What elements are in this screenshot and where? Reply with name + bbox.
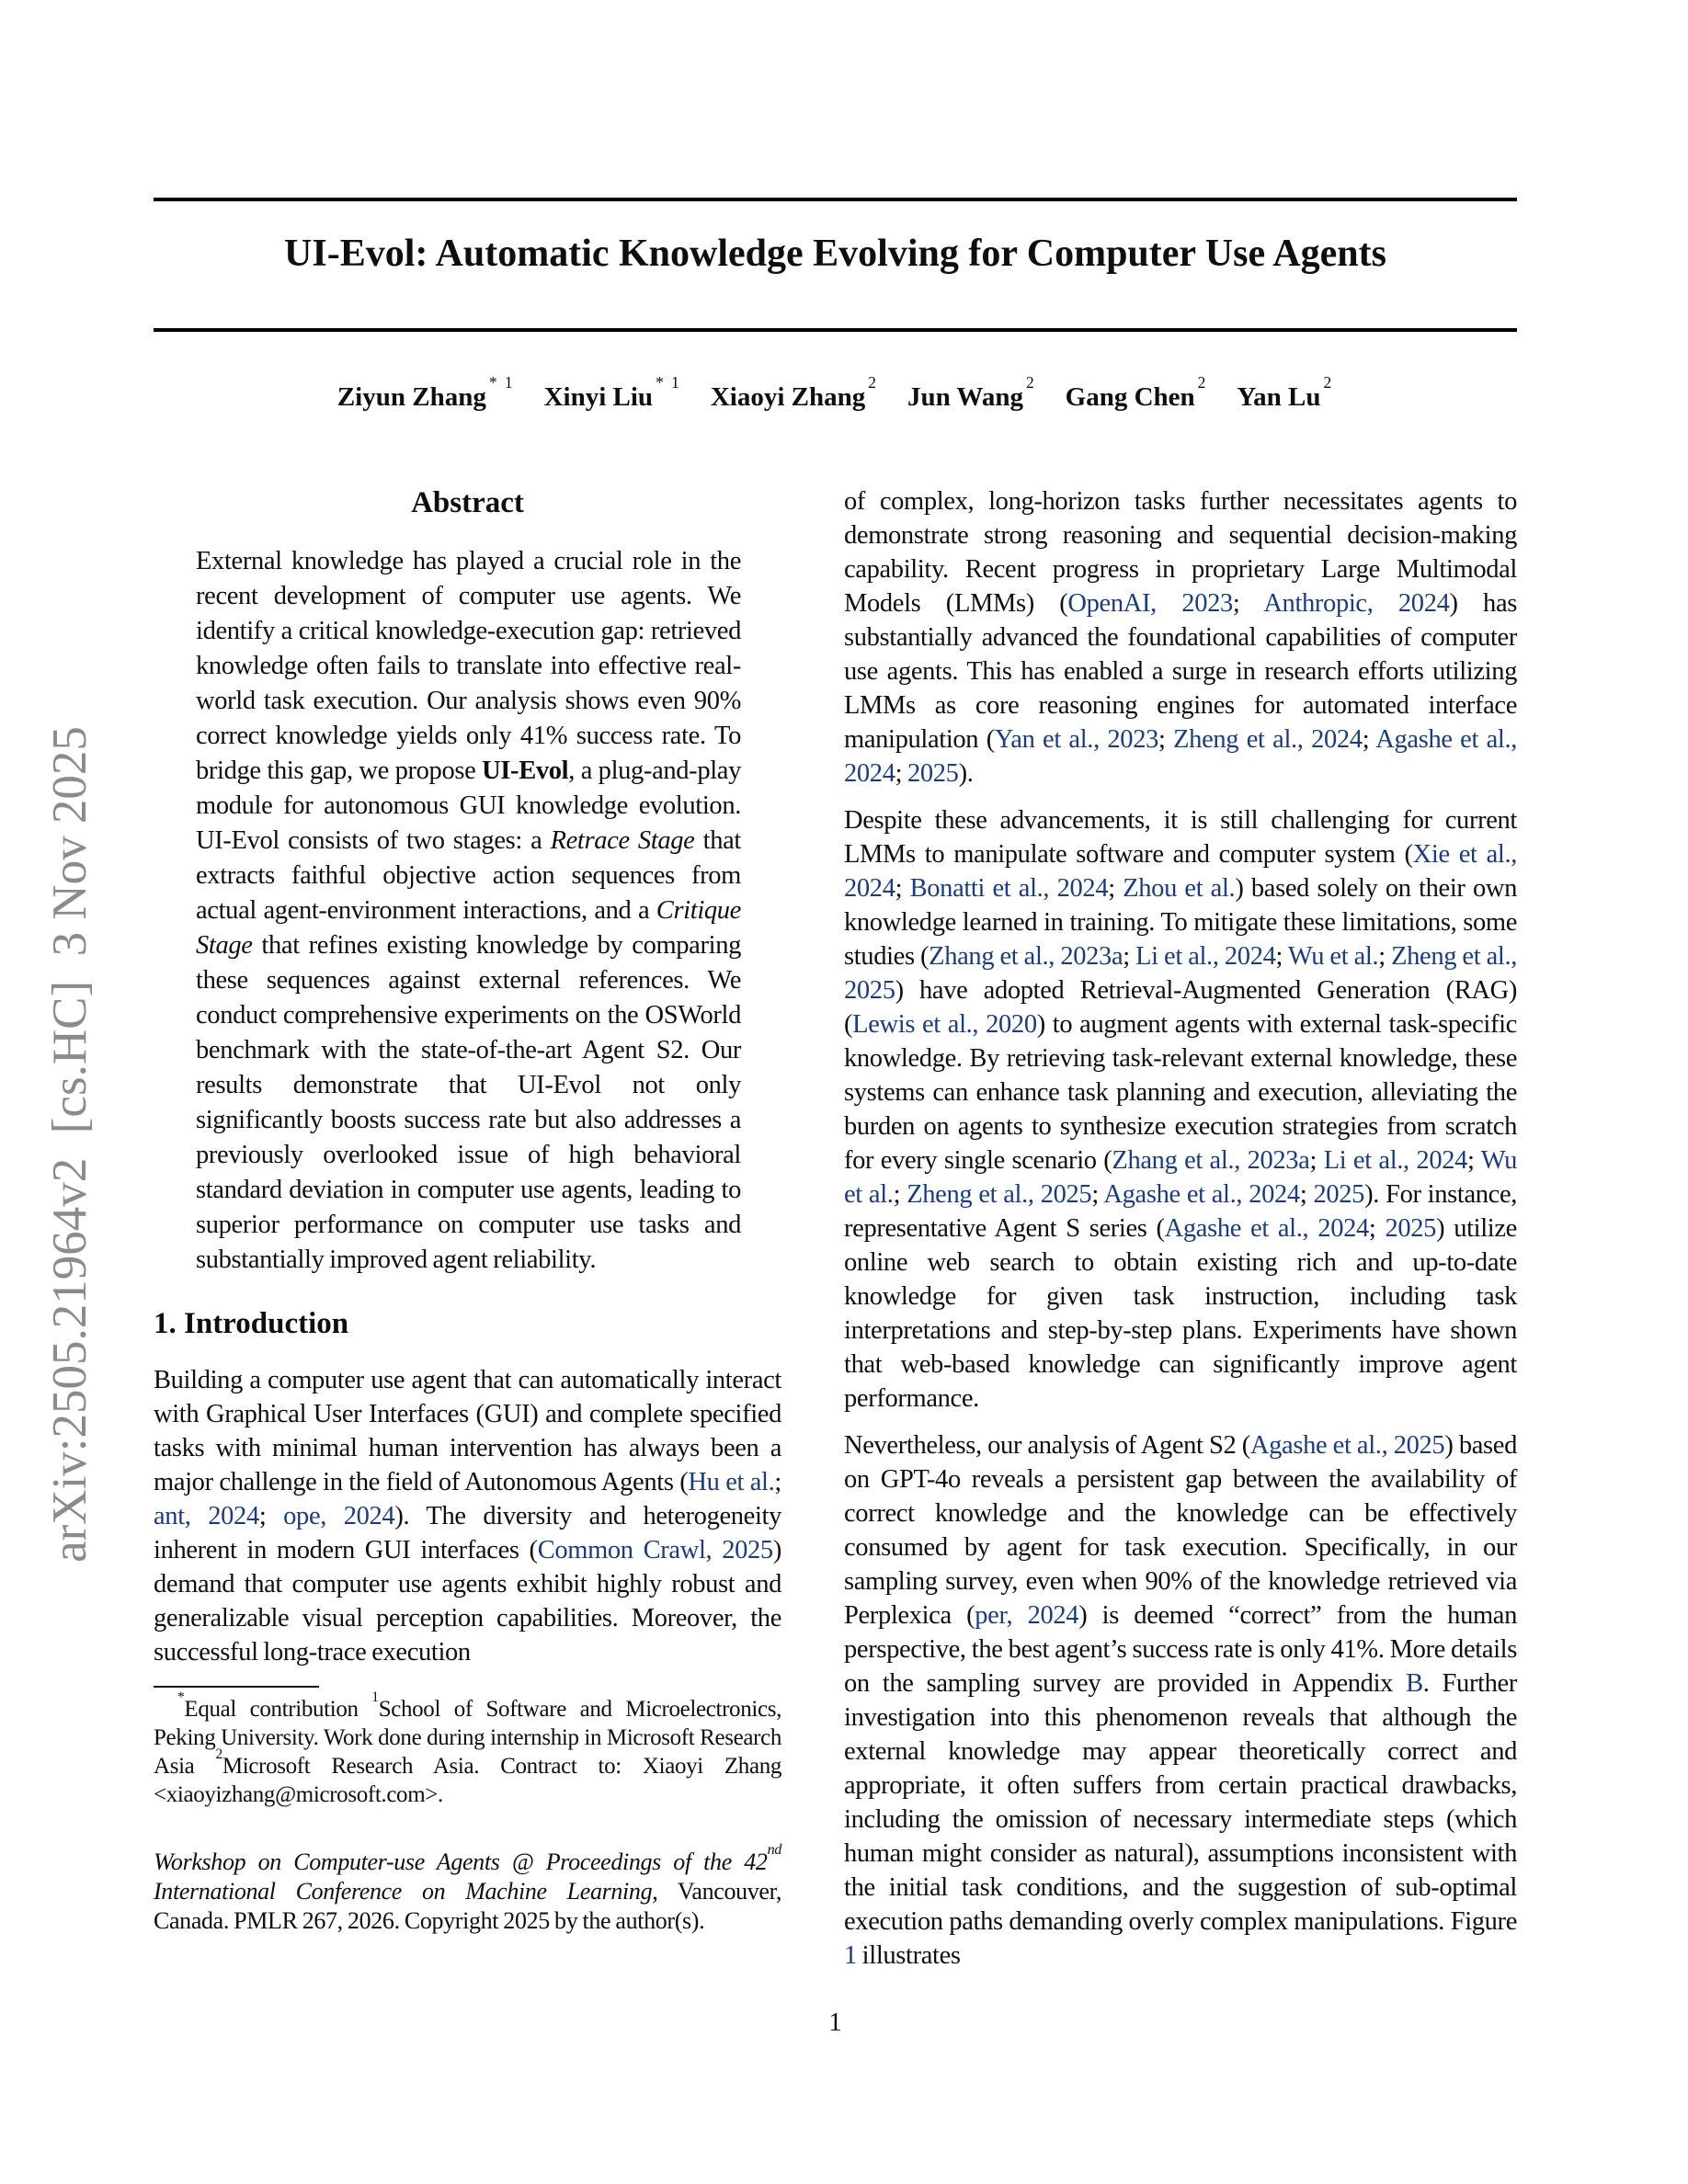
text-run: ) to augment agents with external task-specific knowledge. By retrieving task-relevant external knowledge, these systems can enhance task planning and execution, alleviating the burden on agents to synthesize execution strategies from scratch for every single scenario ( xyxy=(844,1010,1517,1175)
page-number: 1 xyxy=(828,2008,842,2037)
text-run: ). The diversity and heterogeneity inherent in modern GUI interfaces ( xyxy=(154,1502,782,1564)
author-name: Jun Wang xyxy=(907,382,1023,412)
text-run: ; xyxy=(774,1468,781,1496)
text-run: , Vancouver, Canada. PMLR 267, 2026. Copyright 2025 by the author(s). xyxy=(154,1878,782,1934)
text-run: Nevertheless, our analysis of Agent S2 ( xyxy=(844,1431,1250,1460)
citation-link[interactable]: Wu et al. xyxy=(1287,942,1379,971)
author xyxy=(710,372,878,412)
text-run: ). For instance, representative Agent S series ( xyxy=(844,1180,1518,1243)
text-run: Building a computer use agent that can automatically interact with Graphical User Interfaces (GUI) and complete specified tasks with minimal human intervention has always been a major challenge in the field of Autonomous Agents ( xyxy=(154,1366,781,1496)
citation-link[interactable]: Agashe et al., 2025 xyxy=(1249,1431,1445,1460)
author xyxy=(1065,372,1208,412)
author xyxy=(907,372,1036,412)
author-name: Yan Lu xyxy=(1237,382,1321,412)
author-affiliation-mark: 2 xyxy=(1323,372,1334,392)
citation-link[interactable]: Xie et al., 2024 xyxy=(844,840,1517,903)
text-run: ) is deemed “correct” from the human perspective, the best agent’s success rate is only 41%. More details on the sampling survey are provided in Appendix xyxy=(844,1601,1518,1698)
citation-link[interactable]: Common Crawl, 2025 xyxy=(537,1536,773,1564)
citation-link[interactable]: Zheng et al., 2025 xyxy=(844,942,1518,1005)
author xyxy=(336,372,515,412)
body-paragraph-3 xyxy=(844,1428,1517,1973)
citation-link[interactable]: Zheng et al., 2025 xyxy=(907,1180,1092,1209)
citation-link[interactable]: Agashe et al., 2024 xyxy=(1103,1180,1300,1209)
text-run: ; xyxy=(893,1180,907,1209)
citation-link[interactable]: Wu et al. xyxy=(844,1146,1518,1209)
text-run: Workshop on Computer-use Agents @ Proceedings of the 42 xyxy=(154,1848,768,1875)
author xyxy=(1237,372,1334,412)
text-run: ; xyxy=(1362,725,1376,754)
citation-link[interactable]: Hu et al. xyxy=(688,1468,775,1496)
text-run: ) based solely on their own knowledge learned in training. To mitigate these limitations, some studies ( xyxy=(844,874,1517,971)
text-run: ; xyxy=(1123,942,1136,971)
text-run: International Conference on Machine Learning xyxy=(154,1878,653,1905)
text-run: Equal contribution xyxy=(184,1697,372,1722)
text-run: illustrates xyxy=(856,1941,961,1970)
author xyxy=(543,372,681,412)
text-run: of complex, long-horizon tasks further necessitates agents to demonstrate strong reasoning and sequential decision-making capability. Recent progress in proprietary Large Multimodal Models (LMMs) ( xyxy=(844,487,1517,618)
author-affiliation-mark: 2 xyxy=(1197,372,1208,392)
text-run: that refines existing knowledge by comparing these sequences against external references. We conduct comprehensive experiments on the OSWorld benchmark with the state-of-the-art Agent S2. Our results demonstrate that UI-Evol not only significantly boosts success rate but also addresses a previously overlooked issue of high behavioral standard deviation in computer use agents, leading to superior performance on computer use tasks and substantially improved agent reliability. xyxy=(196,931,741,1274)
citation-link[interactable]: Anthropic, 2024 xyxy=(1263,589,1450,618)
citation-link[interactable]: Yan et al., 2023 xyxy=(994,725,1158,754)
citation-link[interactable]: Bonatti et al., 2024 xyxy=(909,874,1109,903)
text-run: ; xyxy=(1467,1146,1481,1175)
citation-link[interactable]: Zheng et al., 2024 xyxy=(1173,725,1363,754)
right-column xyxy=(844,484,1517,1985)
text-run: ). xyxy=(958,759,974,788)
title-rule-top xyxy=(154,198,1517,201)
citation-link[interactable]: 1 xyxy=(844,1941,857,1970)
superscript-text: nd xyxy=(767,1842,781,1859)
text-run: ) has substantially advanced the foundational capabilities of computer use agents. This has enabled a surge in research efforts utilizing LMMs as core reasoning engines for automated interface manipulation ( xyxy=(844,589,1518,754)
citation-link[interactable]: 2025 xyxy=(907,759,959,788)
text-run: External knowledge has played a crucial role in the recent development of computer use agents. We identify a critical knowledge-execution gap: retrieved knowledge often fails to translate into effective real-world task execution. Our analysis shows even 90% correct knowledge yields only 41% success rate. To bridge this gap, we propose xyxy=(196,547,741,785)
citation-link[interactable]: OpenAI, 2023 xyxy=(1067,589,1233,618)
citation-link[interactable]: Agashe et al., 2024 xyxy=(1164,1214,1369,1243)
author-name: Xiaoyi Zhang xyxy=(710,382,866,412)
text-run: Despite these advancements, it is still challenging for current LMMs to manipulate software and computer system ( xyxy=(844,806,1517,869)
author-line xyxy=(154,372,1517,415)
citation-link[interactable]: Lewis et al., 2020 xyxy=(852,1010,1037,1039)
text-run: ; xyxy=(258,1502,284,1530)
body-paragraph-1 xyxy=(844,484,1517,791)
author-affiliation-mark: 2 xyxy=(868,372,878,392)
workshop-notice xyxy=(154,1842,782,1936)
abstract-text xyxy=(196,544,741,1278)
author-affiliation-mark: * 1 xyxy=(488,372,515,392)
author-affiliation-mark: 2 xyxy=(1025,372,1036,392)
text-run: . Further investigation into this phenomenon reveals that although the external knowledge may appear theoretically correct and appropriate, it often suffers from certain practical drawbacks, including the omission of necessary intermediate steps (which human might consider as natural), assumptions inconsistent with the initial task conditions, and the suggestion of sub-optimal execution paths demanding overly complex manipulations. Figure xyxy=(844,1669,1517,1936)
text-run: Microsoft Research Asia. Contract to: Xiaoyi Zhang <xiaoyizhang@microsoft.com>. xyxy=(154,1754,781,1807)
citation-link[interactable]: Zhou et al. xyxy=(1123,874,1236,903)
text-run: , a plug-and-play module for autonomous GUI knowledge evolution. UI-Evol consists of two stages: a xyxy=(196,756,741,855)
introduction-paragraph xyxy=(154,1363,781,1669)
text-run: ) utilize online web search to obtain existing rich and up-to-date knowledge for given task instruction, including task interpretations and step-by-step plans. Experiments have shown that web-based knowledge can significantly improve agent performance. xyxy=(844,1214,1517,1413)
footnote-rule xyxy=(154,1686,319,1688)
text-run: ; xyxy=(1309,1146,1324,1175)
citation-link[interactable]: B xyxy=(1406,1669,1423,1698)
left-column xyxy=(154,484,781,1936)
text-run: ; xyxy=(1378,942,1392,971)
author-affiliation-mark: * 1 xyxy=(656,372,681,392)
text-run: ; xyxy=(1368,1214,1386,1243)
text-run: ; xyxy=(1091,1180,1104,1209)
title-rule-bottom xyxy=(154,328,1517,332)
citation-link[interactable]: ant, 2024 xyxy=(154,1502,259,1530)
text-run: ; xyxy=(895,759,907,788)
author-name: Gang Chen xyxy=(1065,382,1195,412)
citation-link[interactable]: ope, 2024 xyxy=(283,1502,395,1530)
text-run: School of Software and Microelectronics, Peking University. Work done during internship in Microsoft Research Asia xyxy=(154,1697,781,1779)
superscript-text: 2 xyxy=(215,1746,222,1762)
paper-title: UI-Evol: Automatic Knowledge Evolving for Computer Use Agents xyxy=(284,233,1386,275)
body-paragraph-2 xyxy=(844,803,1517,1416)
text-run: UI-Evol xyxy=(482,756,569,785)
citation-link[interactable]: Li et al., 2024 xyxy=(1323,1146,1468,1175)
text-run: ; xyxy=(895,874,910,903)
superscript-text: * xyxy=(177,1689,185,1705)
footnote-text xyxy=(154,1689,781,1809)
text-run: ) based on GPT-4o reveals a persistent gap between the availability of correct knowledge and the knowledge can be effectively consumed by agent for task execution. Specifically, in our sampling survey, even when 90% of the knowledge retrieved via Perplexica ( xyxy=(844,1431,1517,1630)
arxiv-watermark: arXiv:2505.21964v2 [cs.HC] 3 Nov 2025 xyxy=(43,726,97,1563)
text-run: ; xyxy=(1275,942,1288,971)
citation-link[interactable]: per, 2024 xyxy=(975,1601,1079,1630)
abstract-heading: Abstract xyxy=(411,486,524,519)
text-run: ; xyxy=(1108,874,1123,903)
text-run: ; xyxy=(1232,589,1264,618)
text-run: that extracts faithful objective action sequences from actual agent-environment interactions, and a xyxy=(196,826,741,925)
text-run: Retrace Stage xyxy=(550,826,695,855)
superscript-text: 1 xyxy=(371,1689,379,1705)
text-run: ) have adopted Retrieval-Augmented Generation (RAG) ( xyxy=(844,976,1517,1039)
citation-link[interactable]: Zhang et al., 2023a xyxy=(929,942,1123,971)
citation-link[interactable]: Li et al., 2024 xyxy=(1135,942,1276,971)
text-run: Critique Stage xyxy=(196,896,741,960)
citation-link[interactable]: 2025 xyxy=(1313,1180,1365,1209)
citation-link[interactable]: 2025 xyxy=(1385,1214,1437,1243)
citation-link[interactable]: Agashe et al., 2024 xyxy=(844,725,1518,788)
text-run: ; xyxy=(1158,725,1174,754)
text-run: ; xyxy=(1299,1180,1314,1209)
introduction-heading: 1. Introduction xyxy=(154,1307,349,1340)
citation-link[interactable]: Zhang et al., 2023a xyxy=(1112,1146,1310,1175)
author-name: Xinyi Liu xyxy=(543,382,654,412)
text-run: ) demand that computer use agents exhibit highly robust and generalizable visual perception capabilities. Moreover, the successful long-trace execution xyxy=(154,1536,781,1666)
author-name: Ziyun Zhang xyxy=(336,382,486,412)
